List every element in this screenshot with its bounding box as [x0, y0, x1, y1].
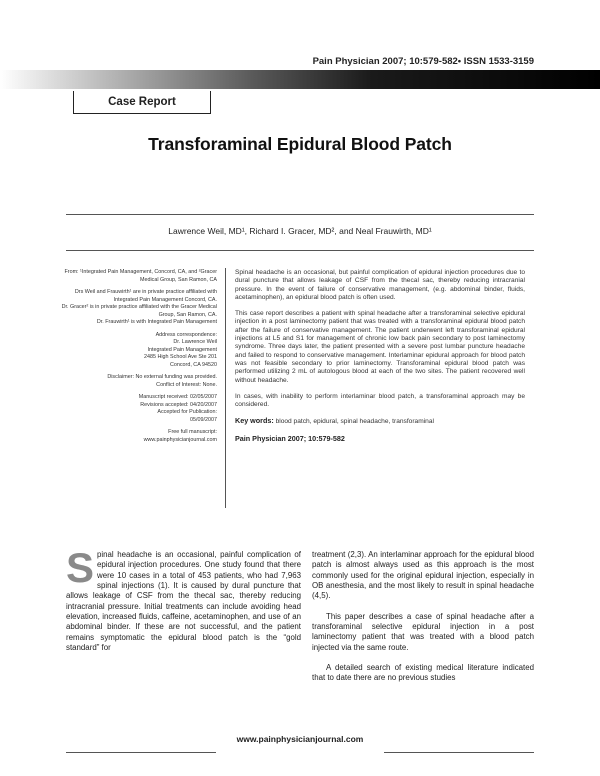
- conflict-text: Conflict of Interest: None.: [156, 381, 217, 388]
- affiliations: From: ¹Integrated Pain Management, Concord, CA, and ²Gracer Medical Group, San Ramon, CA: [64, 269, 217, 283]
- journal-citation: Pain Physician 2007; 10:579-582• ISSN 1533-3159: [312, 56, 534, 67]
- footer-rule-right: [384, 752, 534, 753]
- practice-line-2: Dr. Gracer² is in private practice affiliated with the Gracer Medical Group, San Ramon, CA.: [61, 304, 217, 318]
- correspondence-name: Dr. Lawrence Weil: [173, 339, 217, 345]
- body-column-2: [312, 550, 534, 684]
- correspondence-street: 2485 High School Ave Ste 201: [143, 354, 217, 360]
- accepted-date: 05/09/2007: [190, 416, 217, 423]
- body-paragraph-1-text: pinal headache is an occasional, painful complication of epidural injection procedures. One study found that there were 10 cases in a total of 453 patients, who had 7,963 spinal injections (1). It is caused by dural puncture that allows leakage of CSF from the thecal sac, thereby reducing intracranial pressure. Initial treatments can include avoiding head elevation, increased fluids, caffeine, acetaminophen, and use of an abdominal binder. If these are not successful, and the patient remains symptomatic the epidural blood patch is the “gold standard” for: [66, 550, 301, 653]
- body-column-1: [66, 544, 301, 653]
- revisions-date: Revisions accepted: 04/20/2007: [140, 401, 217, 408]
- free-manuscript: [52, 429, 217, 444]
- article-title: Transforaminal Epidural Blood Patch: [148, 134, 452, 154]
- disclaimer-text: Disclaimer: No external funding was provided.: [107, 374, 217, 380]
- free-manuscript-link[interactable]: www.painphysicianjournal.com: [143, 436, 217, 443]
- keywords-list: blood patch, epidural, spinal headache, transforaminal: [275, 418, 434, 426]
- section-label: Case Report: [73, 91, 211, 114]
- drop-cap: S: [66, 544, 95, 591]
- manuscript-dates: [52, 394, 217, 424]
- accepted-label: Accepted for Publication:: [157, 409, 217, 415]
- abstract-paragraph-1: Spinal headache is an occasional, but painful complication of epidural injection procedures due to dural puncture that allows leakage of CSF from the thecal sac, thereby reducing intracranial pressure. In the event of failure of conservative management, (e.g. abdominal binder, fluids, acetaminophen), an epidural blood patch is often used.: [235, 269, 525, 301]
- sidebar-info: [52, 269, 217, 449]
- divider-top: [66, 214, 534, 215]
- disclaimer: [52, 374, 217, 389]
- body-paragraph-3: This paper describes a case of spinal headache after a transforaminal selective epidural injection in a post laminectomy patient that was treated with a blood patch injected via the same route.: [312, 611, 534, 652]
- practice-line-3: Dr. Frauwirth¹ is with Integrated Pain Management: [96, 319, 217, 325]
- keywords-label: Key words:: [235, 416, 274, 426]
- received-date: Manuscript received: 02/05/2007: [138, 394, 217, 400]
- correspondence-city: Concord, CA 94520: [169, 361, 217, 368]
- author-list: Lawrence Weil, MD¹, Richard I. Gracer, MD², and Neal Frauwirth, MD¹: [168, 226, 432, 236]
- body-paragraph-4: A detailed search of existing medical literature indicated that to date there are no previous studies: [312, 663, 534, 683]
- practice-line-1: Drs Weil and Frauwirth¹ are in private practice affiliated with Integrated Pain Management Concord, CA.: [74, 289, 217, 303]
- abstract-paragraph-2: This case report describes a patient with spinal headache after a transforaminal selective epidural injection in a post laminectomy patient that was treated with a transforaminal epidural blood patch after the failure of conservative management. The patient underwent left transforaminal epidural injections at L5 and S1 for management of chronic low back pain secondary to post laminectomy syndrome. Three days later, the patient presented with a severe post lumbar puncture headache and failed to respond to conservative management. Interlaminar epidural approach for blood patch was not feasible secondary to prior laminectomy. Transforaminal epidural blood patch was performed utilizing 2 mL of autologous blood at each of the two sites. The patient recovered well without headache.: [235, 310, 525, 384]
- footer-rule-left: [66, 752, 216, 753]
- header-gradient-bar: [0, 70, 600, 89]
- abstract-paragraph-3: In cases, with inability to perform interlaminar blood patch, a transforaminal approach may be considered.: [235, 392, 525, 409]
- sidebar-divider: [225, 268, 226, 508]
- abstract: [235, 269, 525, 451]
- body-paragraph-2: treatment (2,3). An interlaminar approach for the epidural blood patch is almost always used as this approach is the most commonly used for the original epidural injection, especially in OB anesthesia, and the most likely to result in spinal headache (4,5).: [312, 550, 534, 601]
- divider-authors: [66, 250, 534, 251]
- keywords: [235, 417, 525, 426]
- footer-url[interactable]: www.painphysicianjournal.com: [236, 734, 364, 744]
- correspondence-org: Integrated Pain Management: [147, 346, 217, 353]
- practice-info: [52, 289, 217, 327]
- free-manuscript-label: Free full manuscript:: [168, 429, 217, 435]
- abstract-citation: Pain Physician 2007; 10:579-582: [235, 433, 345, 443]
- correspondence-label: Address correspondence:: [155, 331, 217, 338]
- body-paragraph-1: [66, 544, 301, 653]
- correspondence: [52, 332, 217, 370]
